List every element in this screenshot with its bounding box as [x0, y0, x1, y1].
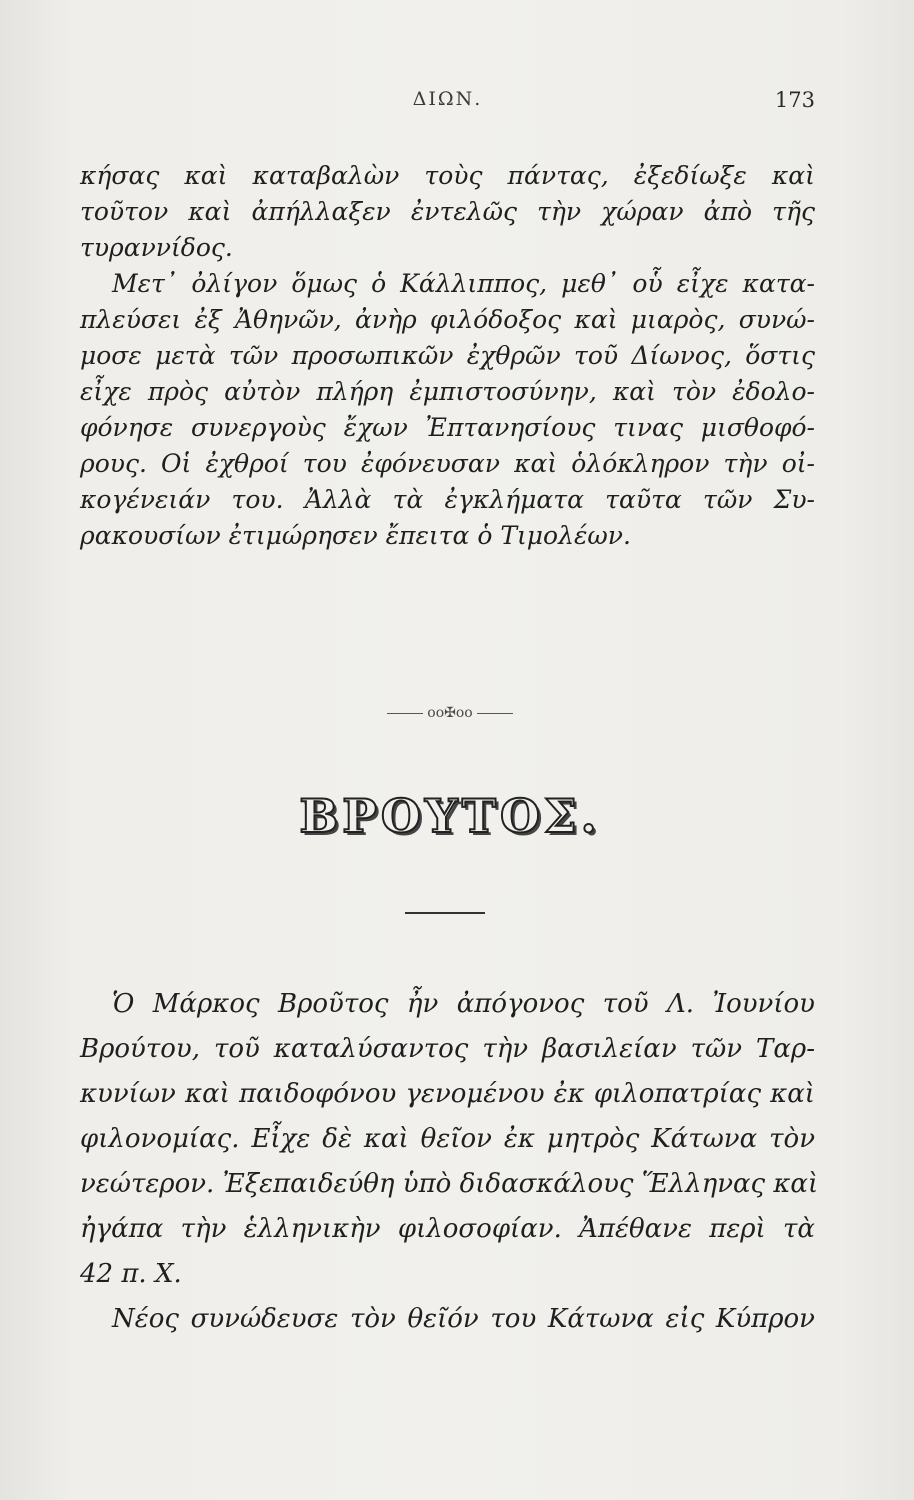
brutus-text — [80, 982, 819, 1342]
text-line: πλεύσει ἐξ Ἀθηνῶν, ἀνὴρ φιλόδοξος καὶ μιαρὸς, συνώ- — [80, 305, 815, 334]
text-line: εἶχε πρὸς αὐτὸν πλήρη ἐμπιστοσύνην, καὶ τὸν ἐδολο- — [80, 377, 815, 406]
text-line: ἠγάπα τὴν ἑλληνικὴν φιλοσοφίαν. Ἀπέθανε περὶ τὰ — [80, 1214, 815, 1244]
chapter-title: ΒΡΟΥΤΟΣ. — [299, 789, 601, 843]
title-divider — [405, 912, 485, 914]
text-line: φιλονομίας. Εἶχε δὲ καὶ θεῖον ἐκ μητρὸς Κάτωνα τὸν — [80, 1124, 815, 1154]
text-line: μοσε μετὰ τῶν προσωπικῶν ἐχθρῶν τοῦ Δίωνος, ὅστις — [80, 341, 815, 370]
text-line: 42 π. Χ. — [80, 1259, 182, 1289]
text-line: Νέος συνώδευσε τὸν θεῖόν του Κάτωνα εἰς Κύπρον — [112, 1304, 815, 1334]
dion-text — [80, 158, 815, 554]
text-line: κήσας καὶ καταβαλὼν τοὺς πάντας, ἐξεδίωξε καὶ — [80, 161, 815, 190]
page-number: 173 — [774, 88, 815, 112]
text-line: ρους. Οἱ ἐχθροί του ἐφόνευσαν καὶ ὁλόκληρον τὴν οἰ- — [80, 449, 815, 478]
ornament-rule-right — [477, 713, 513, 714]
ornament-glyph: oo✠oo — [427, 705, 473, 721]
text-line: Μετ᾽ ὀλίγον ὅμως ὁ Κάλλιππος, μεθ᾽ οὗ εἶχε κατα- — [112, 269, 815, 298]
section-ornament — [370, 705, 530, 729]
page-header — [80, 88, 815, 118]
text-line: κυνίων καὶ παιδοφόνου γενομένου ἐκ φιλοπατρίας καὶ — [80, 1079, 815, 1109]
text-line: φόνησε συνεργοὺς ἔχων Ἐπτανησίους τινας μισθοφό- — [80, 413, 815, 442]
text-line: τοῦτον καὶ ἀπήλλαξεν ἐντελῶς τὴν χώραν ἀπὸ τῆς — [80, 197, 815, 226]
text-line: κογένειάν του. Ἀλλὰ τὰ ἐγκλήματα ταῦτα τῶν Συ- — [80, 485, 815, 514]
text-line: Βρούτου, τοῦ καταλύσαντος τὴν βασιλείαν τῶν Ταρ- — [80, 1034, 815, 1064]
text-line: ρακουσίων ἐτιμώρησεν ἔπειτα ὁ Τιμολέων. — [80, 521, 631, 550]
ornament-rule-left — [387, 713, 423, 714]
text-line: Ὁ Μάρκος Βροῦτος ἦν ἀπόγονος τοῦ Λ. Ἰουνίου — [112, 989, 815, 1019]
running-head: ΔΙΩΝ. — [412, 88, 483, 110]
text-line: τυραννίδος. — [80, 233, 233, 262]
text-line: νεώτερον. Ἐξεπαιδεύθη ὑπὸ διδασκάλους Ἕλληνας καὶ — [80, 1169, 819, 1199]
